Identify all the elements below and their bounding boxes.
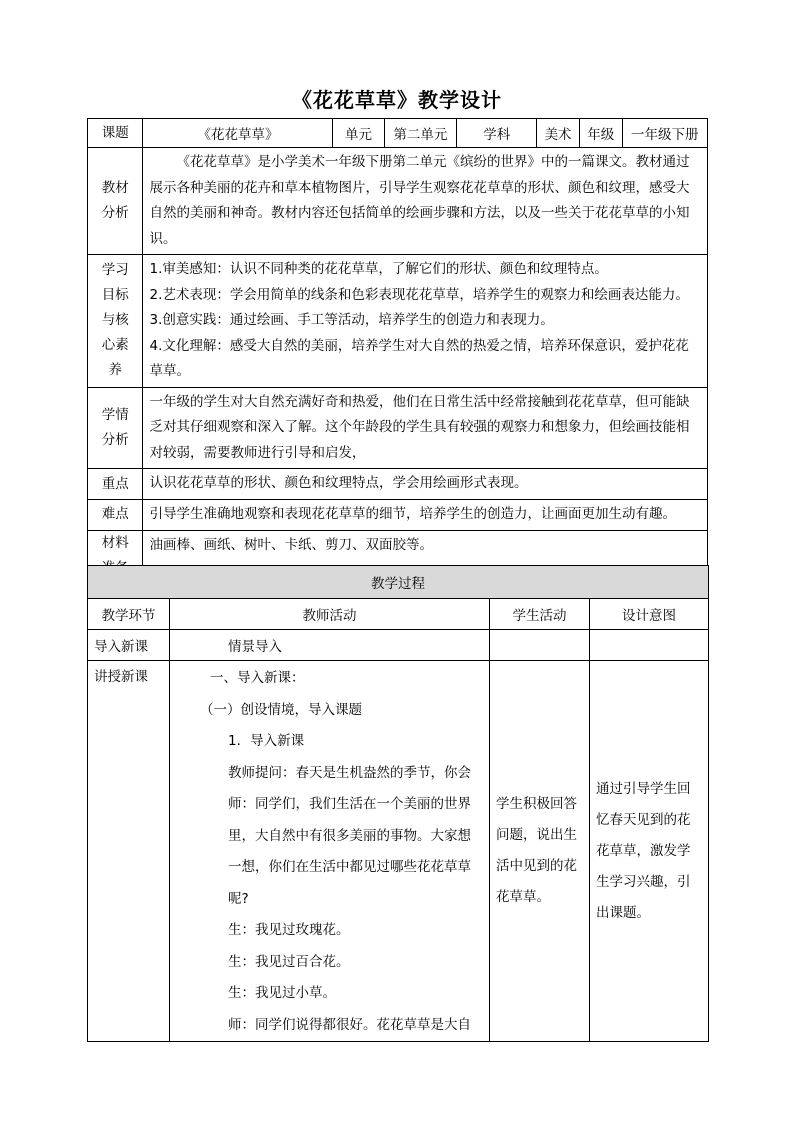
difficulties-label: 难点 <box>88 500 143 531</box>
process-row-intro <box>88 630 709 661</box>
lesson-info-table <box>87 118 708 582</box>
key-points-row <box>88 469 708 500</box>
teacher-line: 生：我见过百合花。 <box>228 953 350 970</box>
col-header-intent: 设计意图 <box>590 599 709 630</box>
grade-value: 一年级下册 <box>622 119 707 148</box>
key-points-label: 重点 <box>88 469 143 500</box>
col-header-teacher: 教师活动 <box>170 599 490 630</box>
col-header-student: 学生活动 <box>490 599 590 630</box>
process-heading: 教学过程 <box>88 566 709 599</box>
teacher-line: 生：我见过玫瑰花。 <box>228 922 350 938</box>
teacher-line: 教师提问：春天是生机盎然的季节，你会 <box>228 764 471 781</box>
goals-label-line: 养 <box>108 362 122 379</box>
analysis-label <box>88 148 143 255</box>
goal-item: 4.文化理解：感受大自然的美丽，培养学生对大自然的热爱之情，培养环保意识，爱护花花草草。 <box>149 337 689 379</box>
teacher-line: 里，大自然中有很多美丽的事物。大家想 <box>228 827 471 844</box>
goal-item: 2.艺术表现：学会用简单的线条和色彩表现花花草草，培养学生的观察力和绘画表达能力。 <box>149 286 689 303</box>
intent-cell <box>590 630 709 661</box>
process-heading-row <box>88 566 709 599</box>
goals-label-line: 心素 <box>101 337 129 354</box>
intent-cell: 通过引导学生回忆春天见到的花花草草，激发学生学习兴趣，引出课题。 <box>590 661 709 1042</box>
step-cell: 讲授新课 <box>88 661 170 1042</box>
goals-label-line: 学习 <box>101 262 129 279</box>
process-row-teach <box>88 661 709 1042</box>
goals-label-line: 与核 <box>101 312 129 329</box>
teacher-cell <box>170 661 490 1042</box>
student-cell <box>490 630 590 661</box>
analysis-row <box>88 148 708 255</box>
goals-label <box>88 255 143 388</box>
students-text: 一年级的学生对大自然充满好奇和热爱，他们在日常生活中经常接触到花花草草，但可能缺乏对其仔细观察和深入了解。这个年龄段的学生具有较强的观察力和想象力，但绘画技能相对较弱，需要教师进行引导和启发， <box>143 387 708 469</box>
unit-value: 第二单元 <box>384 119 457 148</box>
students-label-line2: 分析 <box>101 431 129 448</box>
goals-row <box>88 255 708 388</box>
students-label <box>88 387 143 469</box>
key-points-text: 认识花花草草的形状、颜色和纹理特点，学会用绘画形式表现。 <box>143 469 708 500</box>
goals-label-line: 目标 <box>101 287 129 304</box>
teacher-line: 1．导入新课 <box>228 733 305 749</box>
analysis-label-line1: 教材 <box>101 180 129 196</box>
students-label-line1: 学情 <box>101 406 129 423</box>
teacher-cell: 情景导入 <box>170 630 490 661</box>
analysis-label-line2: 分析 <box>101 205 129 221</box>
analysis-text: 《花花草草》是小学美术一年级下册第二单元《缤纷的世界》中的一篇课文。教材通过展示各种美丽的花卉和草本植物图片，引导学生观察花花草草的形状、颜色和纹理，感受大自然的美丽和神奇。教材内容还包括简单的绘画步骤和方法，以及一些关于花花草草的小知识。 <box>143 148 708 255</box>
students-row <box>88 387 708 469</box>
unit-label: 单元 <box>333 119 384 148</box>
subject-label: 学科 <box>457 119 537 148</box>
materials-label-line1: 材料 <box>101 534 129 551</box>
teacher-line: 师：同学们说得都很好。花花草草是大自 <box>228 1016 471 1033</box>
document-title: 《花花草草》教学设计 <box>292 88 502 112</box>
difficulties-row <box>88 500 708 531</box>
col-header-step: 教学环节 <box>88 599 170 630</box>
teacher-line: 呢? <box>228 890 249 907</box>
step-cell: 导入新课 <box>88 630 170 661</box>
grade-label: 年级 <box>579 119 622 148</box>
teacher-line: 一想，你们在生活中都见过哪些花花草草 <box>228 859 471 875</box>
teacher-line: （一）创设情境，导入课题 <box>200 701 362 718</box>
goals-list <box>143 255 708 388</box>
teacher-line: 生：我见过小草。 <box>228 985 336 1001</box>
teacher-line: 一、导入新课： <box>210 670 305 686</box>
process-column-headers <box>88 599 709 630</box>
header-row <box>88 119 708 148</box>
difficulties-text: 引导学生准确地观察和表现花花草草的细节，培养学生的创造力，让画面更加生动有趣。 <box>143 500 708 531</box>
goal-item: 1.审美感知：认识不同种类的花花草草，了解它们的形状、颜色和纹理特点。 <box>149 261 608 277</box>
lesson-label: 课题 <box>88 119 143 148</box>
lesson-value: 《花花草草》 <box>143 119 333 148</box>
goal-item: 3.创意实践：通过绘画、手工等活动，培养学生的创造力和表现力。 <box>149 312 554 328</box>
teacher-line: 师：同学们，我们生活在一个美丽的世界 <box>228 796 471 812</box>
teaching-process-table <box>87 565 709 1042</box>
materials-text: 油画棒、画纸、树叶、卡纸、剪刀、双面胶等。 <box>143 530 708 581</box>
student-cell: 学生积极回答问题，说出生活中见到的花花草草。 <box>490 661 590 1042</box>
subject-value: 美术 <box>537 119 580 148</box>
